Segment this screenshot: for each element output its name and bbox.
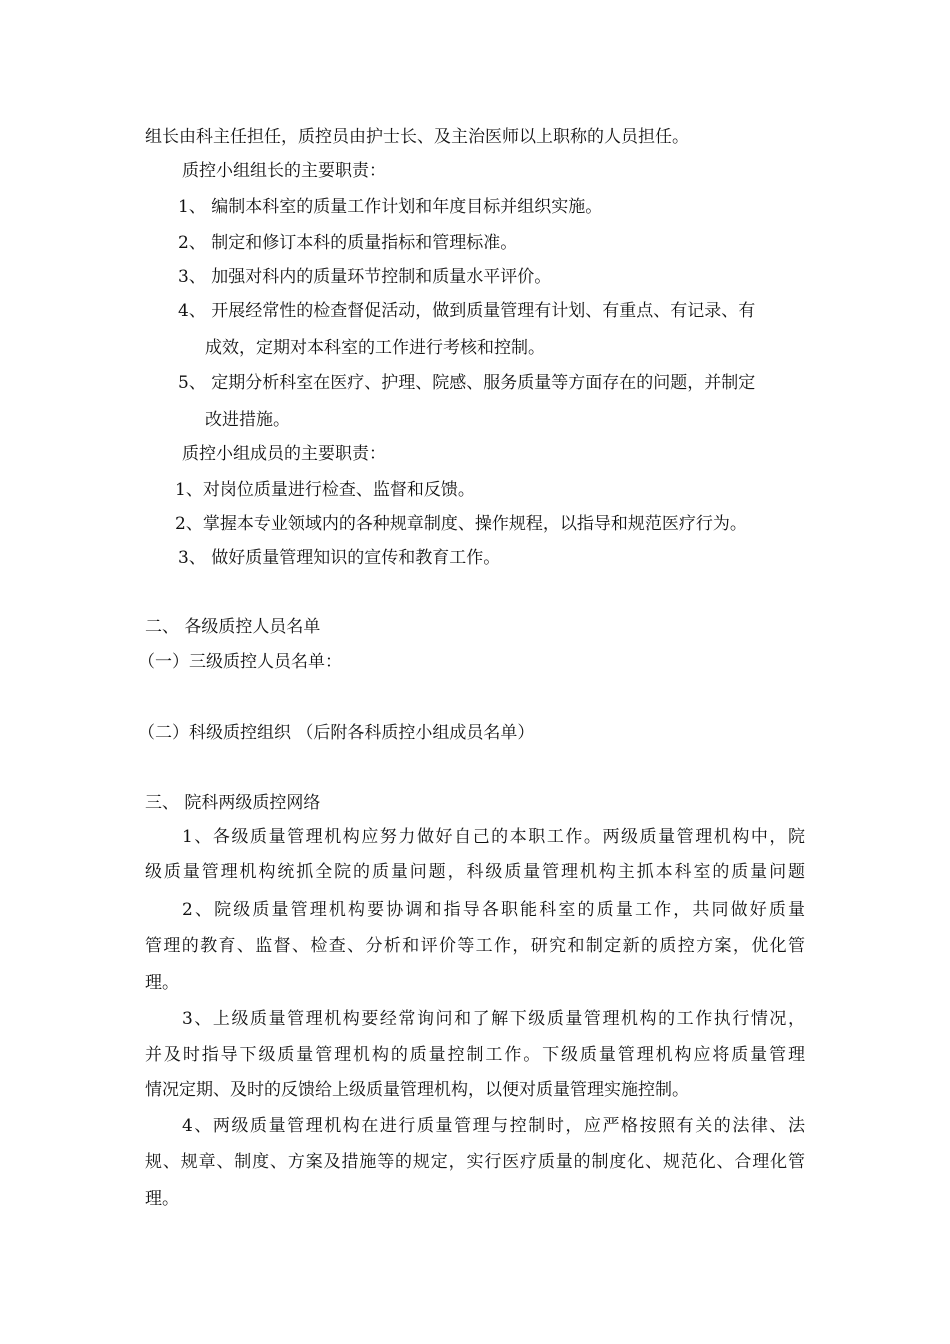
list-item: 1、对岗位质量进行检查、监督和反馈。 [175,480,475,500]
paragraph-line: 3、上级质量管理机构要经常询问和了解下级质量管理机构的工作执行情况， [182,1009,805,1029]
paragraph-line: 并及时指导下级质量管理机构的质量控制工作。下级质量管理机构应将质量管理 [145,1045,805,1065]
list-item: 4、 开展经常性的检查督促活动，做到质量管理有计划、有重点、有记录、有 [178,301,756,321]
paragraph-line: 管理的教育、监督、检查、分析和评价等工作，研究和制定新的质控方案，优化管 [145,936,805,956]
list-item: 1、 编制本科室的质量工作计划和年度目标并组织实施。 [178,197,603,217]
list-item-continuation: 改进措施。 [205,410,290,430]
chapter-heading: 二、 各级质控人员名单 [145,617,321,637]
paragraph-line: 4、两级质量管理机构在进行质量管理与控制时，应严格按照有关的法律、法 [182,1116,805,1136]
list-item: 3、 做好质量管理知识的宣传和教育工作。 [178,548,501,568]
list-item-continuation: 成效，定期对本科室的工作进行考核和控制。 [205,338,545,358]
paragraph-line: 1、各级质量管理机构应努力做好自己的本职工作。两级质量管理机构中，院 [182,827,805,847]
paragraph-line: 情况定期、及时的反馈给上级质量管理机构，以便对质量管理实施控制。 [145,1080,689,1100]
section-heading: 质控小组组长的主要职责： [182,161,386,181]
paragraph-line: 规、规章、制度、方案及措施等的规定，实行医疗质量的制度化、规范化、合理化管 [145,1152,805,1172]
section-heading: 质控小组成员的主要职责： [182,444,386,464]
list-item: 2、 制定和修订本科的质量指标和管理标准。 [178,233,518,253]
list-item: 5、 定期分析科室在医疗、护理、院感、服务质量等方面存在的问题，并制定 [178,373,756,393]
list-item: 3、 加强对科内的质量环节控制和质量水平评价。 [178,267,552,287]
paragraph-line: 2、院级质量管理机构要协调和指导各职能科室的质量工作，共同做好质量 [182,900,805,920]
sub-heading: （二）科级质控组织 （后附各科质控小组成员名单） [138,723,535,743]
sub-heading: （一）三级质控人员名单： [138,652,342,672]
chapter-heading: 三、 院科两级质控网络 [145,793,321,813]
paragraph-line: 组长由科主任担任，质控员由护士长、及主治医师以上职称的人员担任。 [145,127,689,147]
paragraph-line: 理。 [145,1189,179,1209]
list-item: 2、掌握本专业领域内的各种规章制度、操作规程，以指导和规范医疗行为。 [175,514,747,534]
paragraph-line: 级质量管理机构统抓全院的质量问题，科级质量管理机构主抓本科室的质量问题 [145,862,805,882]
paragraph-line: 理。 [145,973,179,993]
